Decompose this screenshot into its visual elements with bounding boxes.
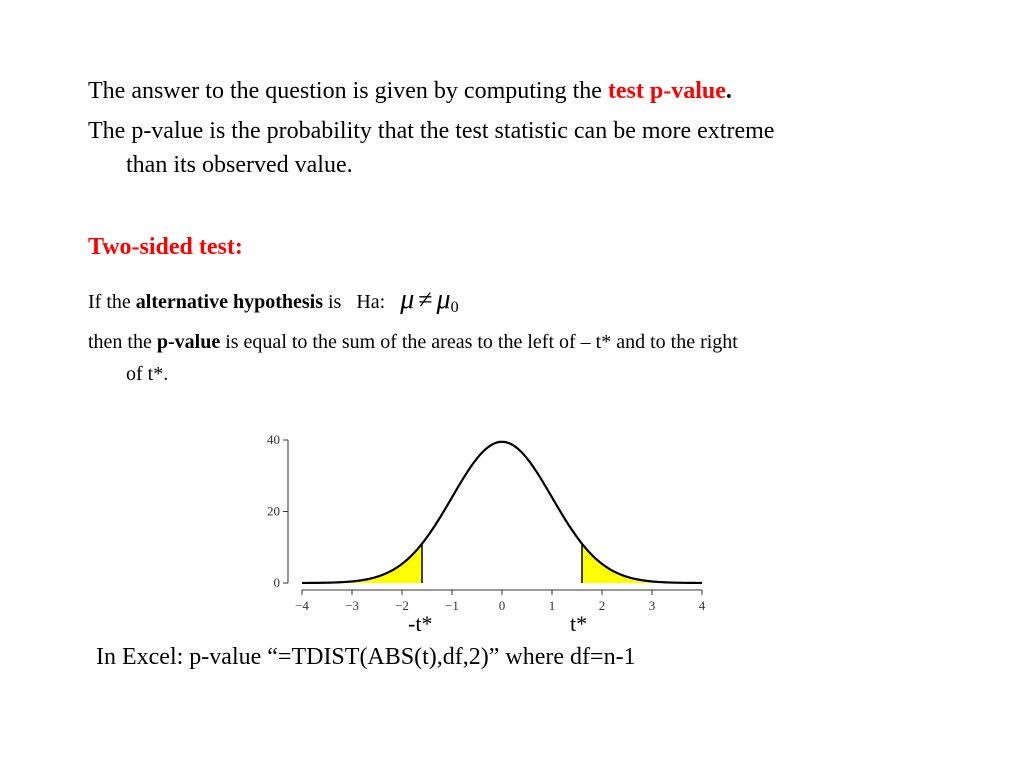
y-tick-label: 40 <box>267 432 280 447</box>
paragraph-test-pvalue <box>88 78 732 105</box>
hypothesis-bold: alternative hypothesis <box>135 291 323 313</box>
x-tick-label: 3 <box>648 598 656 613</box>
excel-note: In Excel: p-value “=TDIST(ABS(t),df,2)” where df=n-1 <box>96 644 636 670</box>
shaded-tails <box>302 544 702 583</box>
x-tick-label: 1 <box>548 598 556 613</box>
pvalue-prefix: then the <box>88 331 157 353</box>
mu0-symbol: μ <box>436 284 451 315</box>
t-distribution-chart <box>250 425 720 615</box>
pvalue-line1 <box>88 331 738 354</box>
y-ticks <box>267 432 288 590</box>
paragraph1-text: The answer to the question is given by computing the <box>88 78 608 104</box>
pvalue-rest: is equal to the sum of the areas to the left of – t* and to the right <box>220 331 738 353</box>
pvalue-line2: of t*. <box>126 363 169 385</box>
paragraph2-line2: than its observed value. <box>126 152 353 178</box>
x-tick-label: 0 <box>498 598 506 613</box>
paragraph1-highlight: test p-value <box>607 78 726 104</box>
x-tick-label: −1 <box>445 598 459 613</box>
hypothesis-prefix: If the <box>88 291 136 313</box>
tstar-label: t* <box>570 611 588 636</box>
x-tick-label: −4 <box>295 598 309 613</box>
mu0-subscript: 0 <box>450 299 459 316</box>
x-tick-label: −2 <box>395 598 409 613</box>
density-curve <box>302 442 702 583</box>
not-equal-symbol: ≠ <box>418 285 433 314</box>
mu-symbol: μ <box>400 284 415 315</box>
paragraph1-period: . <box>725 78 732 104</box>
paragraph2-line1: The p-value is the probability that the test statistic can be more extreme <box>88 118 775 144</box>
pvalue-bold: p-value <box>156 331 221 353</box>
hypothesis-middle: is Ha: <box>322 291 396 313</box>
neg-tstar-label: -t* <box>408 611 433 636</box>
x-tick-label: 4 <box>698 598 706 613</box>
y-tick-label: 20 <box>267 503 280 519</box>
x-tick-label: −3 <box>345 598 359 613</box>
two-sided-heading: Two-sided test: <box>88 234 243 260</box>
x-ticks <box>295 590 706 613</box>
x-tick-label: 2 <box>598 598 606 613</box>
y-tick-label: 0 <box>273 575 280 590</box>
hypothesis-line <box>88 284 459 317</box>
